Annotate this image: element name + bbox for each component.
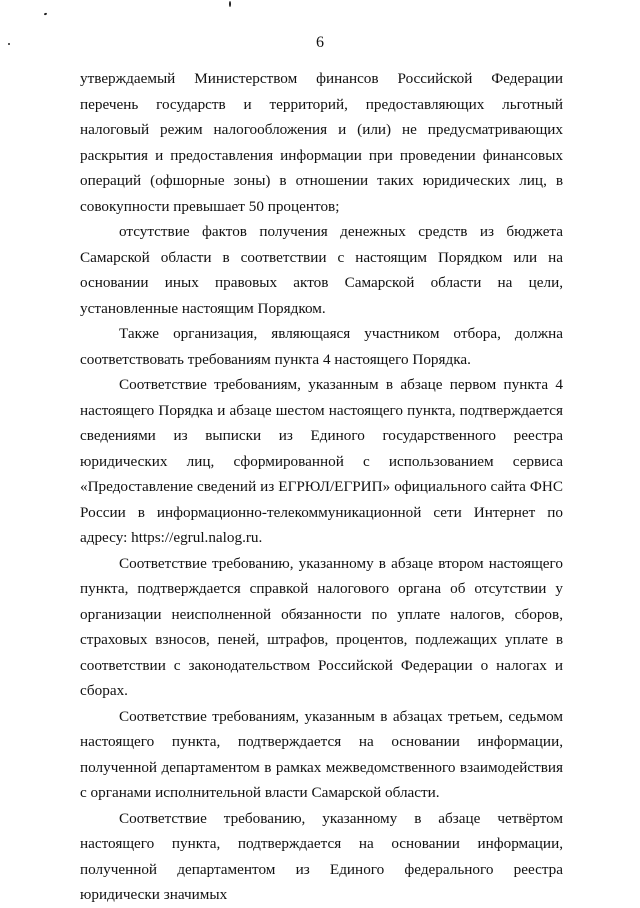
paragraph: Соответствие требованиям, указанным в абзацах третьем, седьмом настоящего пункта, подтверждается на основании информации, полученной департаментом в рамках межведомственного взаимодействия с органами исполнительной власти Самарской области.	[80, 707, 563, 801]
scan-speck	[229, 1, 231, 7]
paragraph: Соответствие требованиям, указанным в абзаце первом пункта 4 настоящего Порядка и абзаце шестом настоящего пункта, подтверждается сведениями из выписки из Единого государственного реестра юридических лиц, сформированной с использованием сервиса «Предоставление сведений из ЕГРЮЛ/ЕГРИП» официального сайта ФНС России в информационно-телекоммуникационной сети Интернет по адресу: https://egrul.nalog.ru.	[80, 376, 563, 546]
page-number: 6	[316, 34, 324, 51]
paragraph: Соответствие требованию, указанному в абзаце втором настоящего пункта, подтверждается справкой налогового органа об отсутствии у организации неисполненной обязанности по уплате налогов, сборов, страховых взносов, пеней, штрафов, процентов, подлежащих уплате в соответствии с законодательством Российской Федерации о налогах и сборах.	[80, 554, 563, 699]
paragraph: Соответствие требованию, указанному в абзаце четвёртом настоящего пункта, подтверждается на основании информации, полученной департаментом из Единого федерального реестра юридически значимых	[80, 809, 563, 903]
paragraph: отсутствие фактов получения денежных средств из бюджета Самарской области в соответствии с настоящим Порядком или на основании иных правовых актов Самарской области на цели, установленные настоящим Порядком.	[80, 223, 563, 317]
scan-speck	[44, 13, 48, 16]
paragraph-continuation: утверждаемый Министерством финансов Российской Федерации перечень государств и территорий, предоставляющих льготный налоговый режим налогообложения и (или) не предусматривающих раскрытия и предоставления информации при проведении финансовых операций (офшорные зоны) в отношении таких юридических лиц, в совокупности превышает 50 процентов;	[80, 70, 563, 215]
document-body	[80, 66, 563, 908]
paragraph: Также организация, являющаяся участником отбора, должна соответствовать требованиям пункта 4 настоящего Порядка.	[80, 325, 563, 368]
